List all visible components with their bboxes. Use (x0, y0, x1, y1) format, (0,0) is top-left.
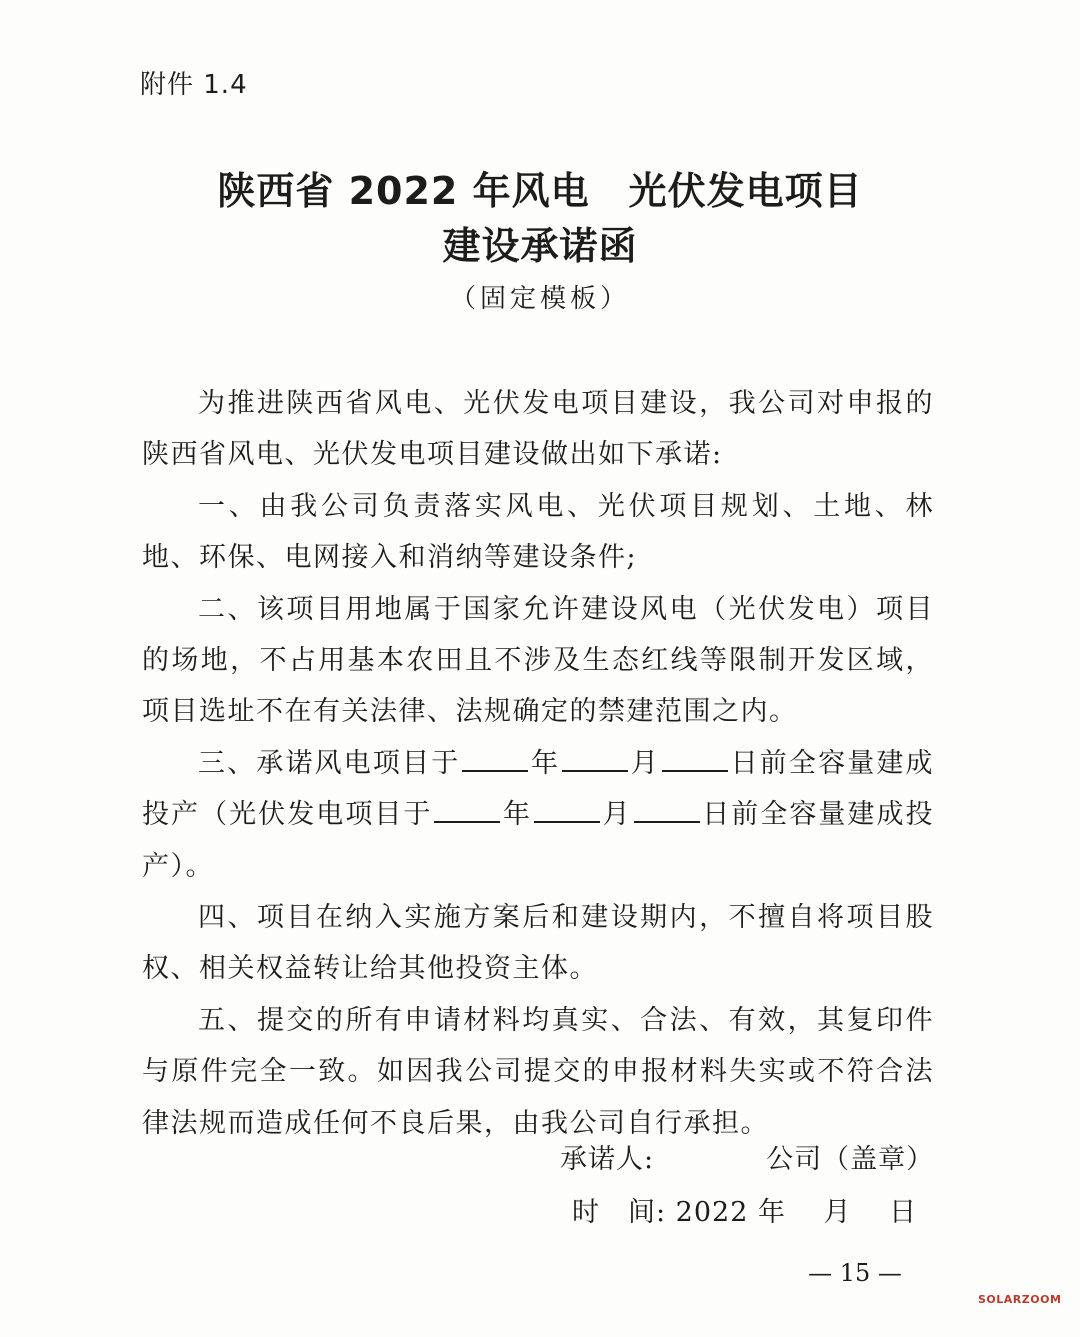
paragraph-item2: 二、该项目用地属于国家允许建设风电（光伏发电）项目的场地，不占用基本农田且不涉及生态红线等限制开发区域，项目选址不在有关法律、法规确定的禁建范围之内。 (142, 593, 934, 728)
signature-committer: 承诺人: 公司（盖章） (560, 1144, 935, 1175)
document-title-line2: 建设承诺函 (442, 224, 638, 268)
attachment-label: 附件 1.4 (140, 70, 248, 100)
item3-part-a: 三、承诺风电项目于 (198, 747, 461, 779)
blank-month-solar (534, 795, 600, 823)
paragraph-intro: 为推进陕西省风电、光伏发电项目建设，我公司对申报的陕西省风电、光伏发电项目建设做出如下承诺: (142, 388, 934, 471)
document-body (142, 378, 934, 1149)
blank-year-solar (434, 795, 500, 823)
item3-month-a: 月 (630, 747, 660, 779)
blank-month-wind (562, 744, 628, 772)
blank-day-wind (662, 744, 728, 772)
document-title-line1: 陕西省 2022 年风电 光伏发电项目 (217, 169, 863, 213)
signature-date: 时 间: 2022 年 月 日 (572, 1197, 918, 1228)
paragraph-item1: 一、由我公司负责落实风电、光伏项目规划、土地、林地、环保、电网接入和消纳等建设条件; (142, 490, 934, 574)
document-subtitle: （固定模板） (449, 284, 630, 314)
item3-year-b: 年 (502, 799, 533, 831)
item3-year-a: 年 (530, 747, 561, 779)
watermark-logo: SOLARZOOM (978, 1293, 1062, 1306)
item3-part-c: 日前全容量建成投产）。 (142, 799, 935, 882)
paragraph-item4: 四、项目在纳入实施方案后和建设期内，不擅自将项目股权、相关权益转让给其他投资主体。 (142, 902, 934, 985)
blank-day-solar (634, 795, 700, 823)
blank-year-wind (462, 744, 528, 772)
item3-month-b: 月 (602, 799, 632, 831)
item3-part-b: 日前全容量建成投产（光伏发电项目于 (142, 747, 935, 831)
paragraph-item3 (142, 738, 934, 892)
page-number: — 15 — (808, 1259, 902, 1287)
paragraph-item5: 五、提交的所有申请材料均真实、合法、有效，其复印件与原件完全一致。如因我公司提交的申报材料失实或不符合法律法规而造成任何不良后果，由我公司自行承担。 (142, 1004, 934, 1139)
